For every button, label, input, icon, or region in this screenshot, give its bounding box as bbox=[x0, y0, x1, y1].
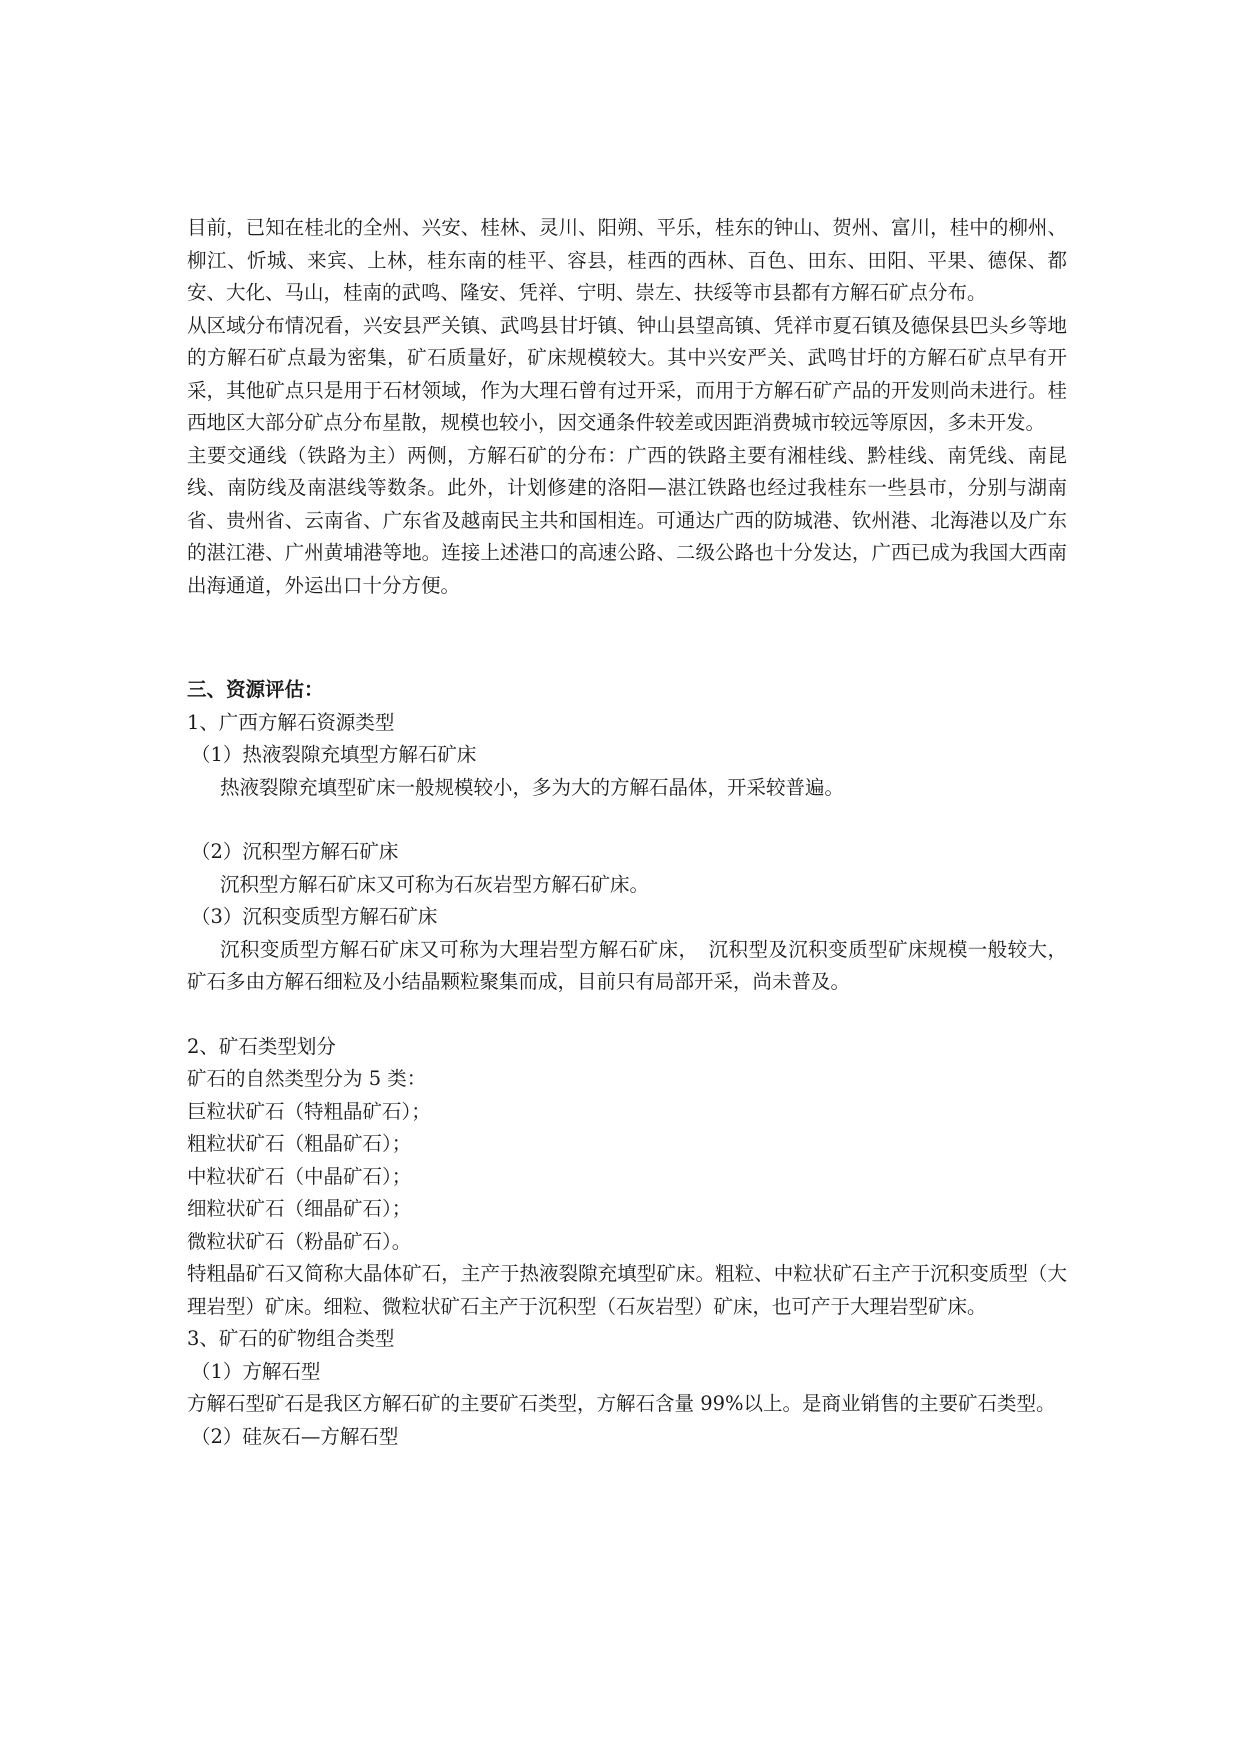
subsection-title-resource-types: 1、广西方解石资源类型 bbox=[187, 710, 395, 734]
spacer bbox=[187, 602, 1067, 674]
ore-type-item: 粗粒状矿石（粗晶矿石）； bbox=[187, 1132, 412, 1155]
item-text-hydrothermal: 热液裂隙充填型矿床一般规模较小，多为大的方解石晶体，开采较普遍。 bbox=[220, 775, 845, 799]
item-title-metamorphic: （3）沉积变质型方解石矿床 bbox=[191, 905, 438, 928]
paragraph-regional-distribution: 从区域分布情况看，兴安县严关镇、武鸣县甘圩镇、钟山县望高镇、凭祥市夏石镇及德保县巴头乡等地的方解石矿点最为密集，矿石质量好，矿床规模较大。其中兴安严关、武鸣甘圩的方解石矿点早有开采，其他矿点只是用于石材领域，作为大理石曾有过开采，而用于方解石矿产品的开发则尚未进行。桂西地区大部分矿点分布星散，规模也较小，因交通条件较差或因距消费城市较远等原因，多未开发。 bbox=[187, 313, 1067, 434]
paragraph-distribution-overview: 目前，已知在桂北的全州、兴安、桂林、灵川、阳朔、平乐，桂东的钟山、贺州、富川，桂中的柳州、柳江、忻城、来宾、上林，桂东南的桂平、容县，桂西的西林、百色、田东、田阳、平果、德保、都安、大化、马山，桂南的武鸣、隆安、凭祥、宁明、崇左、扶绥等市县都有方解石矿点分布。 bbox=[187, 216, 1067, 304]
spacer bbox=[187, 999, 1067, 1031]
item-title-sedimentary: （2）沉积型方解石矿床 bbox=[191, 840, 399, 863]
subsection-title-mineral-assemblage: 3、矿石的矿物组合类型 bbox=[187, 1327, 395, 1350]
ore-type-item: 细粒状矿石（细晶矿石）； bbox=[187, 1197, 412, 1220]
item-title-calcite-type: （1）方解石型 bbox=[191, 1359, 321, 1383]
ore-types-intro: 矿石的自然类型分为 5 类： bbox=[187, 1067, 427, 1090]
ore-type-item: 中粒状矿石（中晶矿石）； bbox=[187, 1164, 412, 1188]
ore-types-note: 特粗晶矿石又简称大晶体矿石，主产于热液裂隙充填型矿床。粗粒、中粒状矿石主产于沉积变质型（大理岩型）矿床。细粒、微粒状矿石主产于沉积型（石灰岩型）矿床，也可产于大理岩型矿床。 bbox=[187, 1262, 1067, 1318]
item-text-metamorphic: 沉积变质型方解石矿床又可称为大理岩型方解石矿床， 沉积型及沉积变质型矿床规模一般较大，矿石多由方解石细粒及小结晶颗粒聚集而成，目前只有局部开采，尚未普及。 bbox=[187, 937, 1067, 993]
item-title-hydrothermal: （1）热液裂隙充填型方解石矿床 bbox=[191, 743, 477, 766]
ore-type-item: 微粒状矿石（粉晶矿石）。 bbox=[187, 1229, 412, 1253]
item-text-sedimentary: 沉积型方解石矿床又可称为石灰岩型方解石矿床。 bbox=[220, 872, 650, 896]
spacer bbox=[187, 804, 1067, 836]
document-page bbox=[187, 212, 1067, 1453]
section-heading-resource-evaluation: 三、资源评估： bbox=[187, 678, 324, 701]
subsection-title-ore-types: 2、矿石类型划分 bbox=[187, 1034, 336, 1058]
item-text-calcite-type: 方解石型矿石是我区方解石矿的主要矿石类型，方解石含量 99%以上。是商业销售的主要矿石类型。 bbox=[187, 1392, 1056, 1415]
ore-type-item: 巨粒状矿石（特粗晶矿石）； bbox=[187, 1099, 431, 1123]
paragraph-transport-distribution: 主要交通线（铁路为主）两侧，方解石矿的分布：广西的铁路主要有湘桂线、黔桂线、南凭线、南昆线、南防线及南湛线等数条。此外，计划修建的洛阳—湛江铁路也经过我桂东一些县市，分别与湖南省、贵州省、云南省、广东省及越南民主共和国相连。可通达广西的防城港、钦州港、北海港以及广东的湛江港、广州黄埔港等地。连接上述港口的高速公路、二级公路也十分发达，广西已成为我国大西南出海通道，外运出口十分方便。 bbox=[187, 443, 1067, 597]
item-title-wollastonite-calcite-type: （2）硅灰石—方解石型 bbox=[191, 1424, 399, 1448]
